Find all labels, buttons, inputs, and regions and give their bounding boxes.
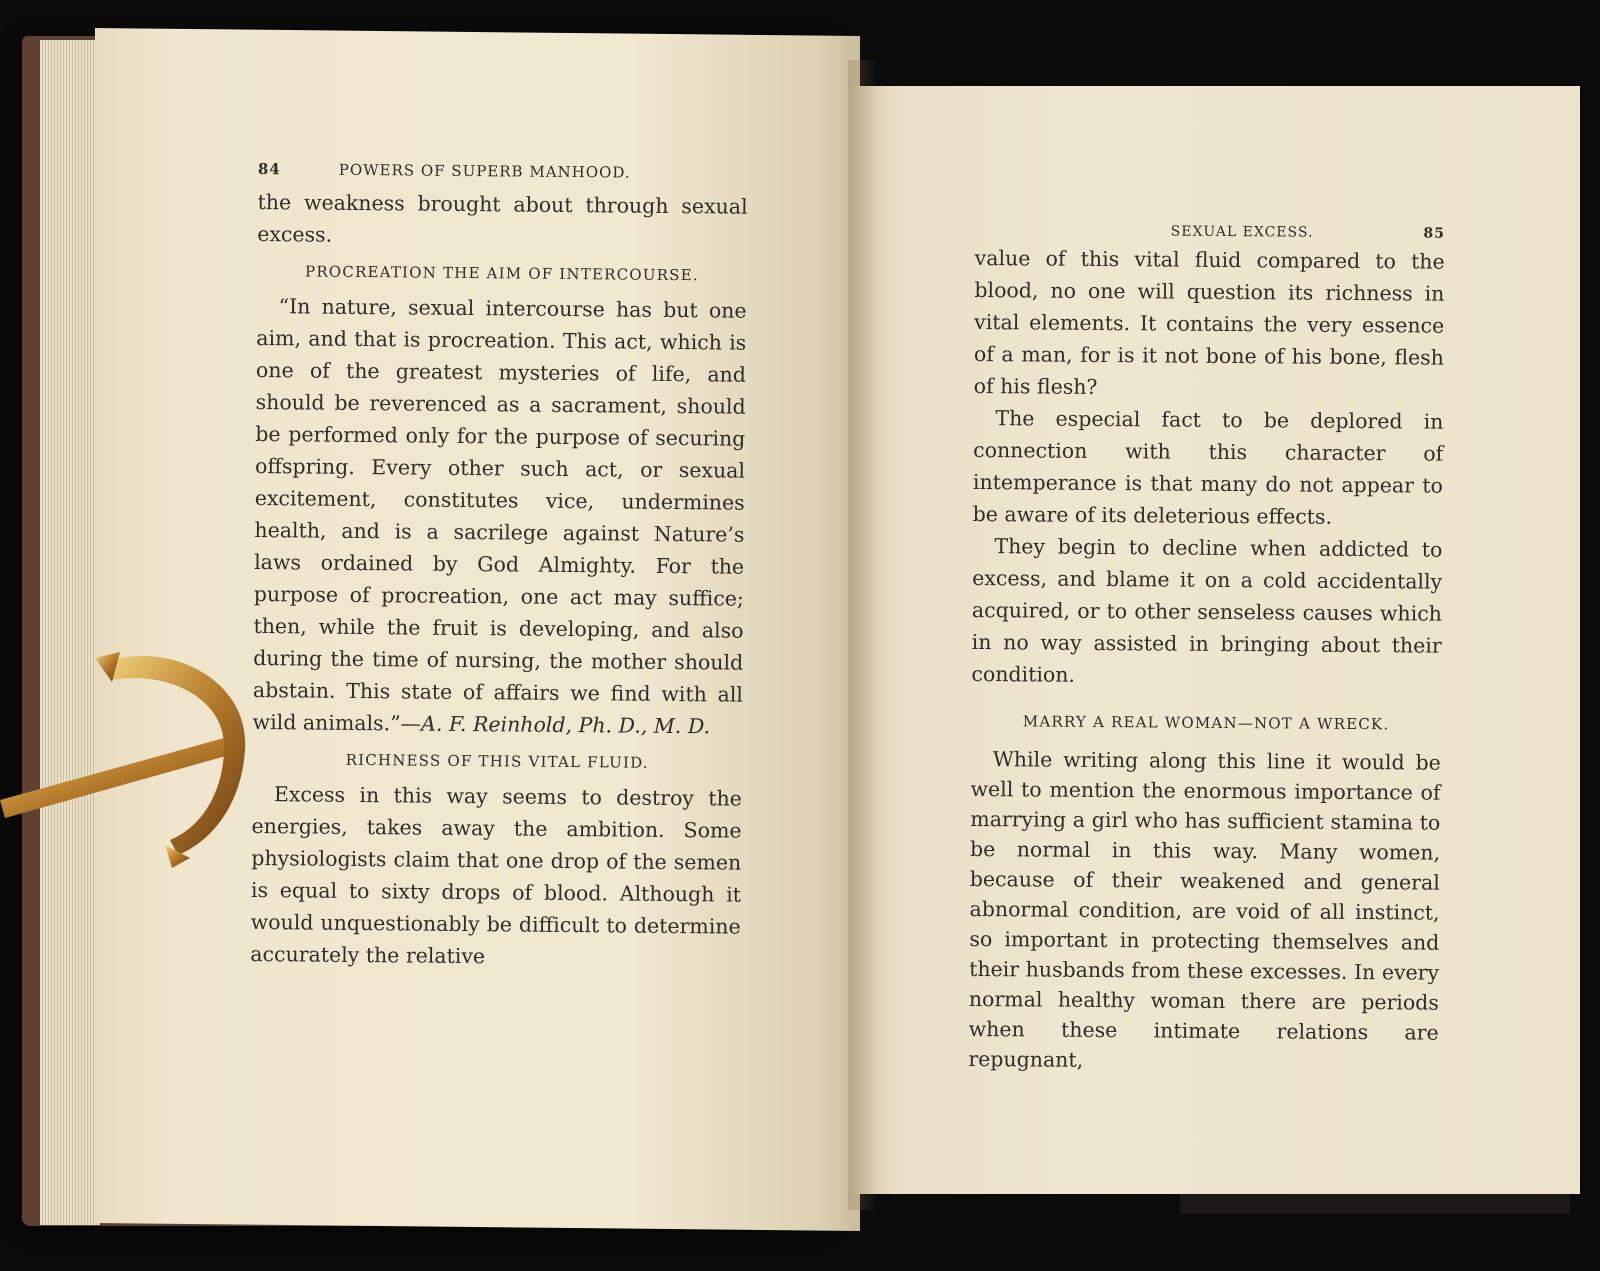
right-running-title: SEXUAL EXCESS. xyxy=(1170,223,1314,241)
left-heading-procreation: PROCREATION THE AIM OF INTERCOURSE. xyxy=(304,262,699,285)
right-heading-marry: MARRY A REAL WOMAN—NOT A WRECK. xyxy=(1022,712,1390,734)
right-paragraph-1: The especial fact to be deplored in connection with this character of intemperance is that many do not appear to be aware of its deleterious effects. xyxy=(972,406,1444,529)
right-paragraph-2: They begin to decline when addicted to excess, and blame it on a cold accidentally acquired, or to other senseless causes which in no way assisted in bringing about their condition. xyxy=(971,534,1443,687)
left-quote-attribution: —A. F. Reinhold, Ph. D., M. D. xyxy=(400,711,711,739)
left-opening-text: the weakness brought about through sexual excess. xyxy=(257,189,748,247)
left-quote-text: “In nature, sexual intercourse has but one aim, and that is procreation. This act, which is one of the greatest mysteries of life, and should be reverenced as a sacrament, should be performed only for the purpose of securing offspring. Every other such act, or sexual excitement, constitutes vice, undermines health, and is a sacrilege against Nature’s laws ordained by God Almighty. For the purpose of procreation, one act may suffice; then, while the fruit is developing, and also during the time of nursing, the mother should abstain. This state of affairs we find with all wild animals.” xyxy=(252,294,747,736)
right-page-number: 85 xyxy=(1423,225,1445,242)
left-running-head xyxy=(258,160,748,183)
left-quote xyxy=(252,290,746,743)
left-page-number: 84 xyxy=(257,160,281,179)
left-page-text xyxy=(250,160,748,975)
left-heading-richness: RICHNESS OF THIS VITAL FLUID. xyxy=(345,750,649,772)
right-page-text xyxy=(968,222,1445,1078)
right-opening-text: value of this vital fluid compared to the blood, no one will question its richness in vital elements. It contains the very essence of a man, for is it not bone of his bone, flesh of his flesh? xyxy=(973,245,1445,399)
page-edges xyxy=(40,40,100,1225)
book-gutter xyxy=(848,60,878,1210)
left-paragraph-2: Excess in this way seems to destroy the energies, takes away the ambition. Some physiologists claim that one drop of the semen is equal to sixty drops of blood. Although it would unquestionably be difficult to determine accurately the relative xyxy=(250,782,743,969)
right-running-head xyxy=(975,222,1445,242)
anchor-icon xyxy=(0,640,270,870)
right-paragraph-3: While writing along this line it would be well to mention the enormous importance of marrying a girl who has sufficient stamina to be normal in this way. Many women, because of their weakened and general abnormal condition, are void of all instinct, so important in protecting themselves and their husbands from these excesses. In every normal healthy woman there are periods when these intimate relations are repugnant, xyxy=(968,747,1441,1072)
left-running-title: POWERS OF SUPERB MANHOOD. xyxy=(338,160,631,182)
